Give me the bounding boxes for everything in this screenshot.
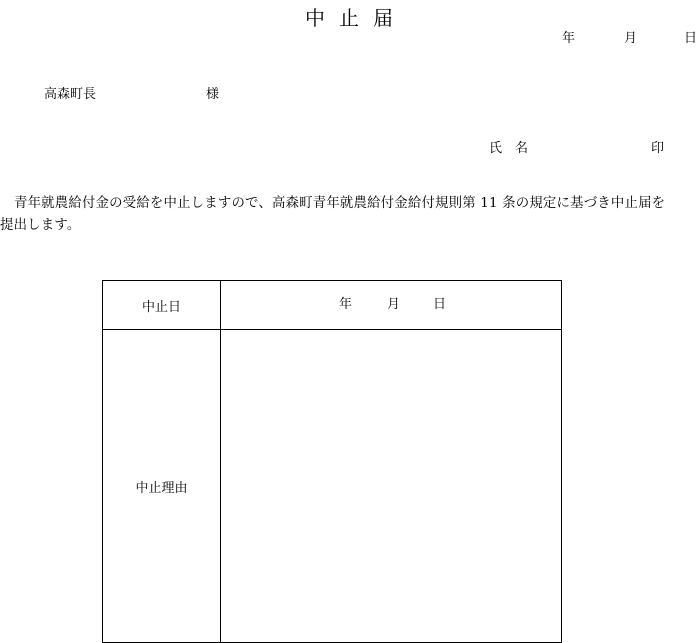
- suspension-date-year-label: 年: [339, 297, 353, 312]
- table-row-suspension-reason: [103, 330, 562, 643]
- body-paragraph: [0, 193, 698, 237]
- document-title: 中止届: [305, 6, 407, 30]
- suspension-date-field[interactable]: [221, 281, 562, 330]
- suspension-reason-field[interactable]: [221, 330, 562, 643]
- suspension-form-table: [102, 280, 562, 643]
- header-date-year-label: 年: [562, 31, 576, 46]
- header-date-month-label: 月: [624, 31, 638, 46]
- seal-mark: 印: [651, 141, 665, 156]
- body-line-2: 提出します。: [0, 218, 81, 233]
- applicant-name-label: 氏 名: [489, 141, 529, 156]
- body-line-1: 青年就農給付金の受給を中止しますので、高森町青年就農給付金給付規則第 11 条の規定に基づき中止届を: [14, 196, 666, 211]
- table-row-suspension-date: [103, 281, 562, 330]
- suspension-date-label: 中止日: [103, 281, 221, 330]
- suspension-date-month-label: 月: [387, 297, 401, 312]
- addressee-honorific: 様: [206, 87, 220, 102]
- header-date-day-label: 日: [684, 31, 698, 46]
- suspension-date-day-label: 日: [433, 297, 447, 312]
- addressee-name: 高森町長: [44, 87, 97, 102]
- suspension-reason-label: 中止理由: [103, 330, 221, 643]
